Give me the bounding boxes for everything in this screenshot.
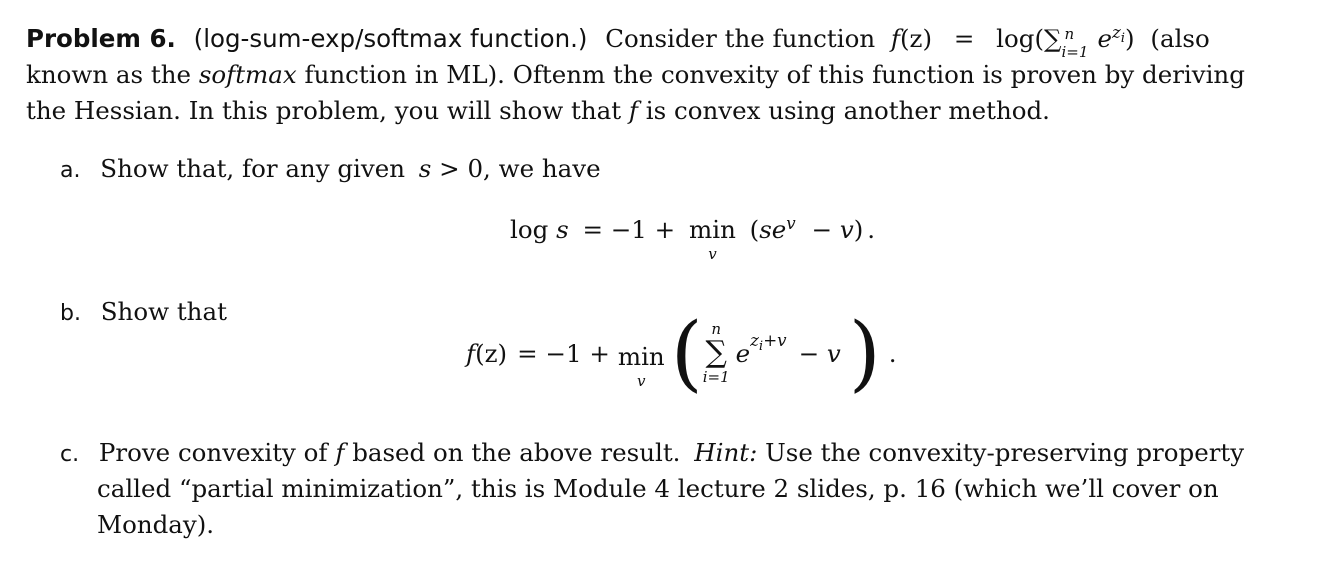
intro-tail: (also (1150, 24, 1210, 53)
open-paren: ( (1034, 24, 1044, 53)
large-close-paren: ) (848, 306, 881, 402)
intro-line-2-post: function in ML). Oftenm the convexity of this function is proven by deriving (304, 60, 1245, 89)
exp-power: zi (1112, 22, 1126, 46)
equals-sign: = (953, 24, 975, 53)
part-a-text-post: > 0, we have (439, 154, 601, 183)
sum-lower-limit: i=1 (1061, 43, 1089, 61)
part-c-label: c. (60, 442, 80, 467)
part-b-statement (60, 295, 227, 331)
variable-s: s (556, 215, 569, 244)
s-e-term: se (759, 215, 787, 244)
intro-line-3-post: is convex using another method. (645, 96, 1050, 125)
part-c-line-2-text: called “partial minimization”, this is Module 4 lecture 2 slides, p. 16 (which we’ll cover on (97, 474, 1219, 503)
sum-limits (1061, 25, 1096, 61)
part-a-text-pre: Show that, for any given (100, 154, 405, 183)
variable-s: s (418, 154, 432, 183)
exp-power-v: v (786, 213, 796, 233)
summation (703, 322, 730, 386)
part-c-line-1 (60, 436, 1244, 472)
equation-middle: = −1 + (517, 339, 610, 368)
min-label: min (617, 342, 665, 371)
problem-intro-line-1 (26, 22, 1210, 61)
part-b-text: Show that (100, 297, 227, 326)
min-subscript: v (637, 372, 646, 390)
close-paren: ) (1125, 24, 1135, 53)
equation-middle: = −1 + (582, 215, 676, 244)
problem-intro-line-2 (26, 58, 1245, 92)
exp-power: $z_i+v$ (750, 331, 787, 354)
minus-v: − v (811, 215, 854, 244)
part-a-equation (510, 213, 875, 261)
function-f-ref: f (628, 96, 638, 125)
function-f-ref: f (335, 438, 345, 467)
part-a-label: a. (60, 158, 81, 183)
min-operator (689, 213, 736, 261)
open-paren: ( (749, 215, 760, 244)
part-c-line-2 (97, 472, 1219, 506)
function-f: f (466, 339, 476, 368)
exp-base: e (1097, 24, 1112, 53)
problem-subtitle: (log-sum-exp/softmax function.) (193, 24, 588, 53)
min-label: min (689, 215, 736, 244)
sum-upper-limit: n (1064, 25, 1075, 43)
part-c-line-3 (97, 508, 214, 542)
min-subscript: v (708, 245, 717, 263)
part-a-statement (60, 152, 601, 188)
part-c-line-1-pre: Prove convexity of (98, 438, 328, 467)
sum-symbol: ∑ (705, 335, 727, 370)
problem-title: Problem 6. (26, 24, 176, 53)
sum-symbol: ∑ (1044, 24, 1062, 53)
part-c-line-1-post: Use the convexity-preserving property (765, 438, 1245, 467)
intro-text: Consider the function (605, 24, 876, 53)
function-f: f (890, 24, 900, 53)
softmax-emphasis: softmax (198, 60, 297, 89)
log-operator: log (510, 215, 549, 244)
exp-base: e (735, 339, 751, 368)
min-operator (618, 340, 665, 388)
intro-line-3-pre: the Hessian. In this problem, you will show that (26, 96, 622, 125)
equation-period: . (867, 215, 876, 244)
minus-v: − v (798, 339, 841, 368)
part-b-equation (466, 306, 897, 402)
sum-lower-limit: i=1 (702, 368, 730, 386)
function-arg: (z) (475, 339, 508, 368)
intro-line-2-pre: known as the (26, 60, 192, 89)
function-arg: (z) (900, 24, 933, 53)
close-paren: ) (853, 215, 864, 244)
part-c-line-3-text: Monday). (97, 510, 215, 539)
hint-label: Hint: (694, 438, 758, 467)
part-c-line-1-mid: based on the above result. (352, 438, 681, 467)
large-open-paren: ( (670, 306, 703, 402)
log-operator: log (996, 24, 1035, 53)
part-b-label: b. (60, 301, 81, 326)
equation-period: . (888, 339, 897, 368)
problem-intro-line-3 (26, 94, 1050, 128)
sum-upper-limit: n (711, 320, 722, 338)
